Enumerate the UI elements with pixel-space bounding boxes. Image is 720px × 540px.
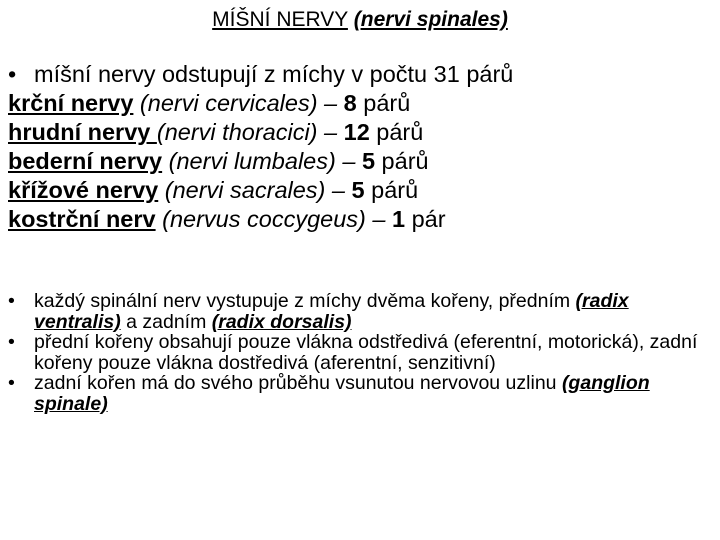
nerve-row-lumbar [8,147,712,176]
nerve-unit: párů [375,148,429,174]
nerve-name: kostrční nerv [8,206,156,232]
bullet: • [8,372,15,394]
nerve-row-thoracic [8,118,712,147]
detail-item-fibers [8,332,712,373]
nerve-latin: (nervus coccygeus) – [155,206,392,232]
nerve-latin: (nervi lumbales) – [162,148,362,174]
nerve-latin: (nervi sacrales) – [158,177,352,203]
nerve-unit: párů [356,90,411,116]
nerve-count: 5 [351,177,365,203]
nerve-count: 1 [392,206,406,232]
nerve-unit: párů [369,119,424,145]
bullet: • [8,290,15,312]
nerve-name: hrudní nervy [8,119,157,145]
bullet: • [8,61,17,87]
nerve-unit: pár [405,206,446,232]
nerve-count: 8 [343,90,357,116]
nerve-latin: (nervi thoracici) – [156,119,344,145]
nerve-unit: párů [364,177,419,203]
title-latin: (nervi spinales) [353,8,508,31]
nerve-latin: (nervi cervicales) – [133,90,344,116]
nerve-row-sacral [8,176,712,205]
title-main: MÍŠNÍ NERVY [212,8,348,31]
detail-text: každý spinální nerv vystupuje z míchy dvěma kořeny, předním [34,290,576,312]
detail-item-ganglion [8,373,712,414]
nerve-details [8,291,712,414]
nerve-name: krční nervy [8,90,134,116]
page-title [0,8,720,32]
bullet: • [8,331,15,353]
detail-term: (ganglion spinale) [34,372,650,415]
nerve-count: 12 [343,119,370,145]
detail-text: a zadním [120,310,212,333]
detail-item-roots [8,291,712,332]
nerve-row-coccygeal [8,205,712,234]
detail-term: (radix ventralis) [34,290,629,333]
nerve-overview [8,60,712,234]
detail-text: přední kořeny obsahují pouze vlákna odstředivá (eferentní, motorická), zadní kořeny pouze vlákna dostředivá (aferentní, senzitivní) [34,331,698,374]
nerve-name: bederní nervy [8,148,163,174]
intro-text: míšní nervy odstupují z míchy v počtu 31 párů [34,61,514,87]
nerve-count: 5 [361,148,376,174]
intro-line [8,60,712,89]
nerve-name: křížové nervy [8,177,159,203]
detail-term: (radix dorsalis) [211,310,352,333]
nerve-row-cervical [8,89,712,118]
detail-text: zadní kořen má do svého průběhu vsunutou nervovou uzlinu [34,372,562,394]
